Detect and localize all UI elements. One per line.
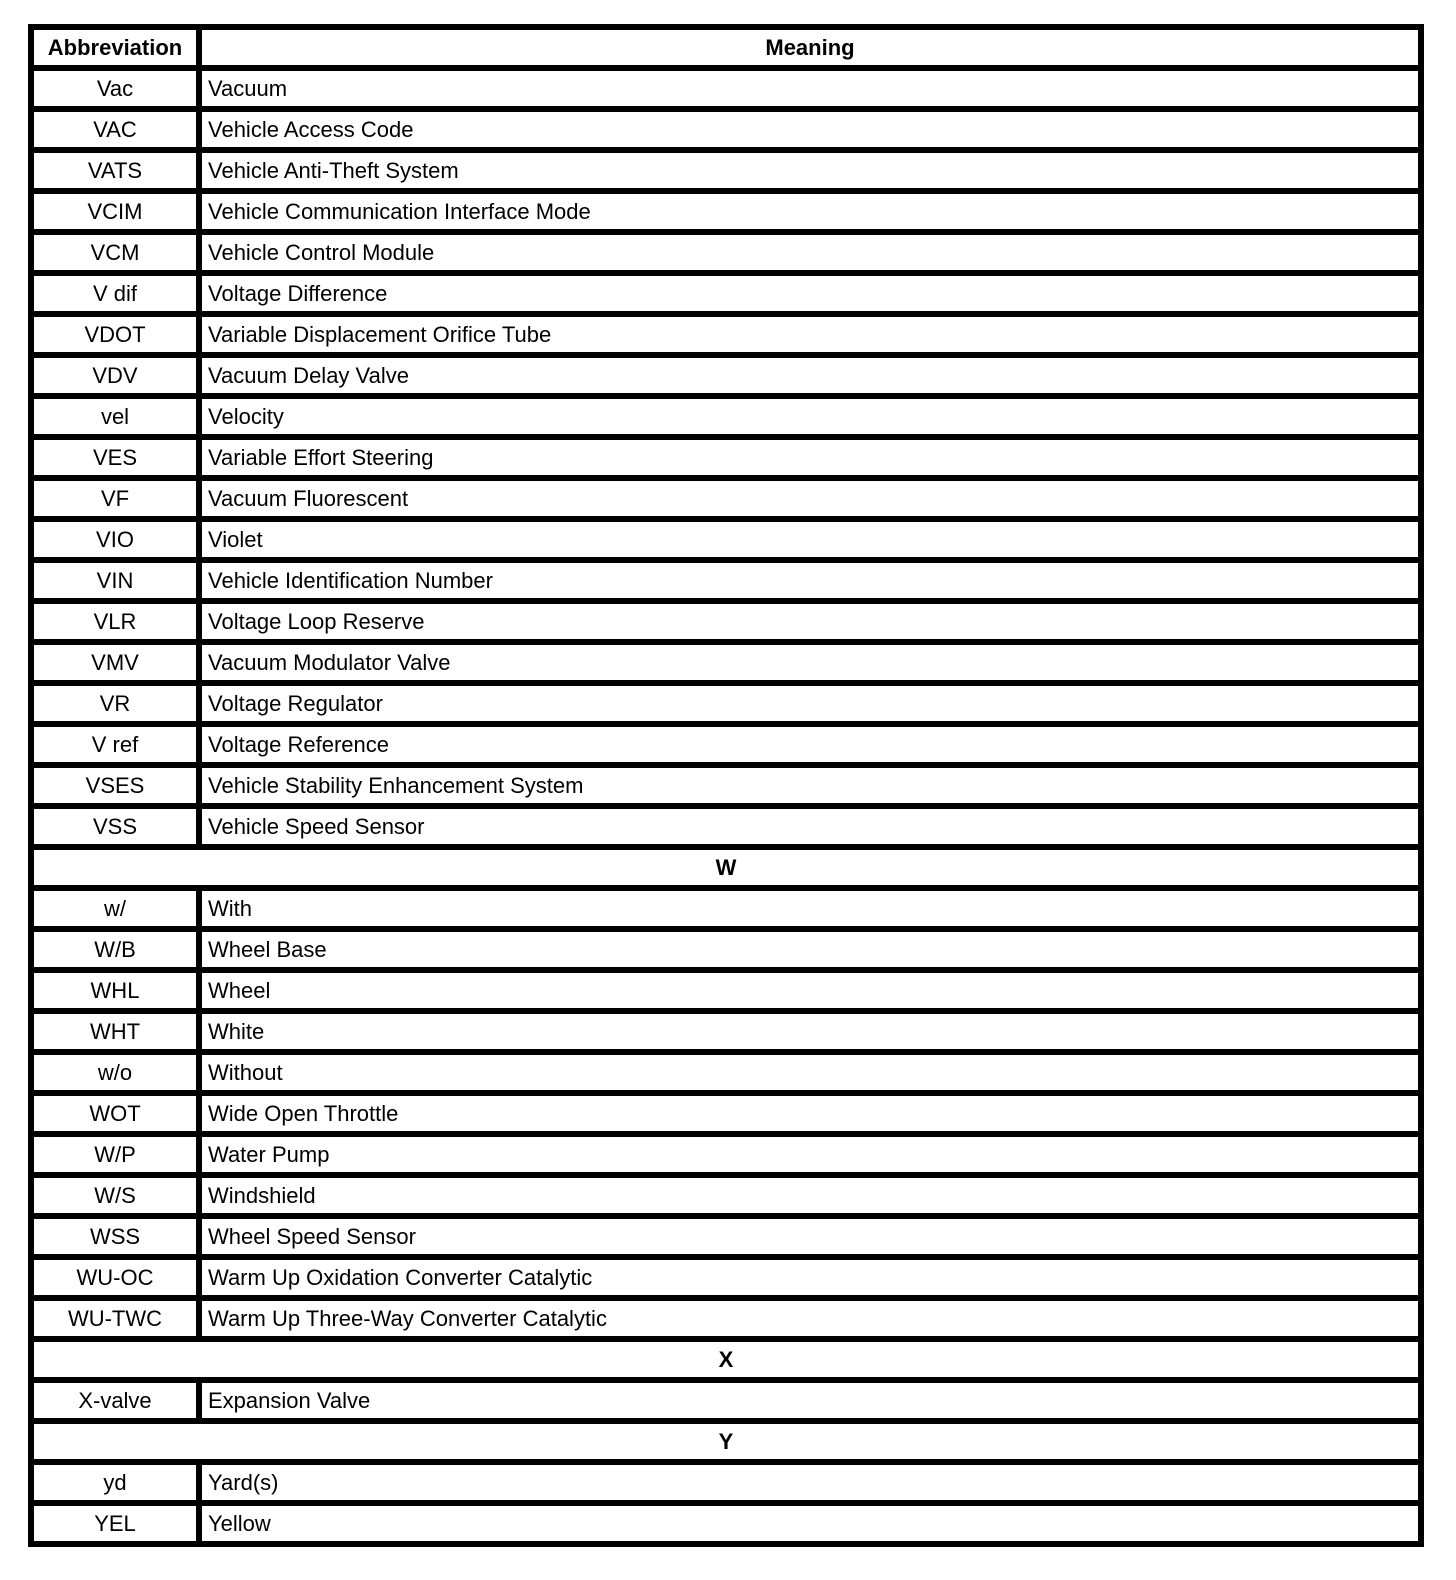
meaning-cell: Yard(s) xyxy=(199,1462,1421,1503)
table-row xyxy=(31,724,1421,765)
abbreviation-cell: VSES xyxy=(31,765,199,806)
meaning-cell: Windshield xyxy=(199,1175,1421,1216)
abbreviation-cell: VDOT xyxy=(31,314,199,355)
meaning-cell: Warm Up Three-Way Converter Catalytic xyxy=(199,1298,1421,1339)
table-row xyxy=(31,765,1421,806)
table-body xyxy=(31,68,1421,1544)
table-row xyxy=(31,1175,1421,1216)
abbreviation-cell: W/S xyxy=(31,1175,199,1216)
meaning-cell: Wide Open Throttle xyxy=(199,1093,1421,1134)
meaning-cell: Velocity xyxy=(199,396,1421,437)
table-row xyxy=(31,970,1421,1011)
abbreviation-cell: VLR xyxy=(31,601,199,642)
table-row xyxy=(31,273,1421,314)
table-row xyxy=(31,355,1421,396)
section-row xyxy=(31,847,1421,888)
abbreviation-table xyxy=(28,24,1424,1547)
meaning-cell: Wheel xyxy=(199,970,1421,1011)
meaning-cell: With xyxy=(199,888,1421,929)
meaning-cell: Yellow xyxy=(199,1503,1421,1544)
table-row xyxy=(31,1011,1421,1052)
abbreviation-cell: VMV xyxy=(31,642,199,683)
meaning-cell: Voltage Difference xyxy=(199,273,1421,314)
meaning-cell: Warm Up Oxidation Converter Catalytic xyxy=(199,1257,1421,1298)
meaning-cell: Vehicle Anti-Theft System xyxy=(199,150,1421,191)
table-row xyxy=(31,929,1421,970)
section-row xyxy=(31,1339,1421,1380)
meaning-cell: Variable Displacement Orifice Tube xyxy=(199,314,1421,355)
abbreviation-cell: VCIM xyxy=(31,191,199,232)
table-row xyxy=(31,806,1421,847)
abbreviation-cell: W/P xyxy=(31,1134,199,1175)
abbreviation-cell: yd xyxy=(31,1462,199,1503)
meaning-cell: Wheel Speed Sensor xyxy=(199,1216,1421,1257)
meaning-cell: Vehicle Speed Sensor xyxy=(199,806,1421,847)
section-letter-label: Y xyxy=(31,1421,1421,1462)
table-row xyxy=(31,232,1421,273)
abbreviation-cell: VF xyxy=(31,478,199,519)
meaning-cell: White xyxy=(199,1011,1421,1052)
table-row xyxy=(31,601,1421,642)
abbreviation-cell: VR xyxy=(31,683,199,724)
abbreviation-cell: VIO xyxy=(31,519,199,560)
column-header-meaning: Meaning xyxy=(199,27,1421,68)
abbreviation-cell: WHT xyxy=(31,1011,199,1052)
abbreviation-cell: X-valve xyxy=(31,1380,199,1421)
abbreviation-cell: vel xyxy=(31,396,199,437)
abbreviation-cell: w/o xyxy=(31,1052,199,1093)
column-header-abbreviation: Abbreviation xyxy=(31,27,199,68)
meaning-cell: Vehicle Stability Enhancement System xyxy=(199,765,1421,806)
meaning-cell: Variable Effort Steering xyxy=(199,437,1421,478)
table-header xyxy=(31,27,1421,68)
section-row xyxy=(31,1421,1421,1462)
header-row xyxy=(31,27,1421,68)
abbreviation-cell: WSS xyxy=(31,1216,199,1257)
meaning-cell: Water Pump xyxy=(199,1134,1421,1175)
abbreviation-cell: V ref xyxy=(31,724,199,765)
table-row xyxy=(31,1052,1421,1093)
abbreviation-cell: WHL xyxy=(31,970,199,1011)
table-row xyxy=(31,1257,1421,1298)
meaning-cell: Vehicle Communication Interface Mode xyxy=(199,191,1421,232)
table-row xyxy=(31,314,1421,355)
abbreviation-cell: YEL xyxy=(31,1503,199,1544)
meaning-cell: Expansion Valve xyxy=(199,1380,1421,1421)
table-row xyxy=(31,560,1421,601)
abbreviation-cell: w/ xyxy=(31,888,199,929)
meaning-cell: Voltage Loop Reserve xyxy=(199,601,1421,642)
table-row xyxy=(31,396,1421,437)
table-row xyxy=(31,1462,1421,1503)
table-row xyxy=(31,68,1421,109)
meaning-cell: Vacuum xyxy=(199,68,1421,109)
table-row xyxy=(31,191,1421,232)
table-row xyxy=(31,1380,1421,1421)
abbreviation-cell: VAC xyxy=(31,109,199,150)
abbreviation-cell: W/B xyxy=(31,929,199,970)
meaning-cell: Voltage Regulator xyxy=(199,683,1421,724)
meaning-cell: Without xyxy=(199,1052,1421,1093)
abbreviation-cell: WU-TWC xyxy=(31,1298,199,1339)
table-row xyxy=(31,478,1421,519)
meaning-cell: Voltage Reference xyxy=(199,724,1421,765)
table-row xyxy=(31,437,1421,478)
abbreviation-cell: VCM xyxy=(31,232,199,273)
table-row xyxy=(31,1216,1421,1257)
table-row xyxy=(31,642,1421,683)
section-letter-label: X xyxy=(31,1339,1421,1380)
meaning-cell: Violet xyxy=(199,519,1421,560)
meaning-cell: Vehicle Control Module xyxy=(199,232,1421,273)
abbreviation-cell: VDV xyxy=(31,355,199,396)
table-row xyxy=(31,150,1421,191)
section-letter-label: W xyxy=(31,847,1421,888)
meaning-cell: Vehicle Identification Number xyxy=(199,560,1421,601)
abbreviation-cell: VIN xyxy=(31,560,199,601)
meaning-cell: Wheel Base xyxy=(199,929,1421,970)
meaning-cell: Vacuum Delay Valve xyxy=(199,355,1421,396)
table-row xyxy=(31,1093,1421,1134)
abbreviation-cell: VSS xyxy=(31,806,199,847)
abbreviation-cell: VES xyxy=(31,437,199,478)
meaning-cell: Vacuum Modulator Valve xyxy=(199,642,1421,683)
abbreviation-cell: Vac xyxy=(31,68,199,109)
table-row xyxy=(31,109,1421,150)
abbreviation-cell: WOT xyxy=(31,1093,199,1134)
table-row xyxy=(31,1298,1421,1339)
table-row xyxy=(31,519,1421,560)
meaning-cell: Vacuum Fluorescent xyxy=(199,478,1421,519)
abbreviation-cell: V dif xyxy=(31,273,199,314)
meaning-cell: Vehicle Access Code xyxy=(199,109,1421,150)
table-row xyxy=(31,1503,1421,1544)
abbreviation-cell: WU-OC xyxy=(31,1257,199,1298)
table-row xyxy=(31,888,1421,929)
abbreviation-cell: VATS xyxy=(31,150,199,191)
table-row xyxy=(31,1134,1421,1175)
table-row xyxy=(31,683,1421,724)
